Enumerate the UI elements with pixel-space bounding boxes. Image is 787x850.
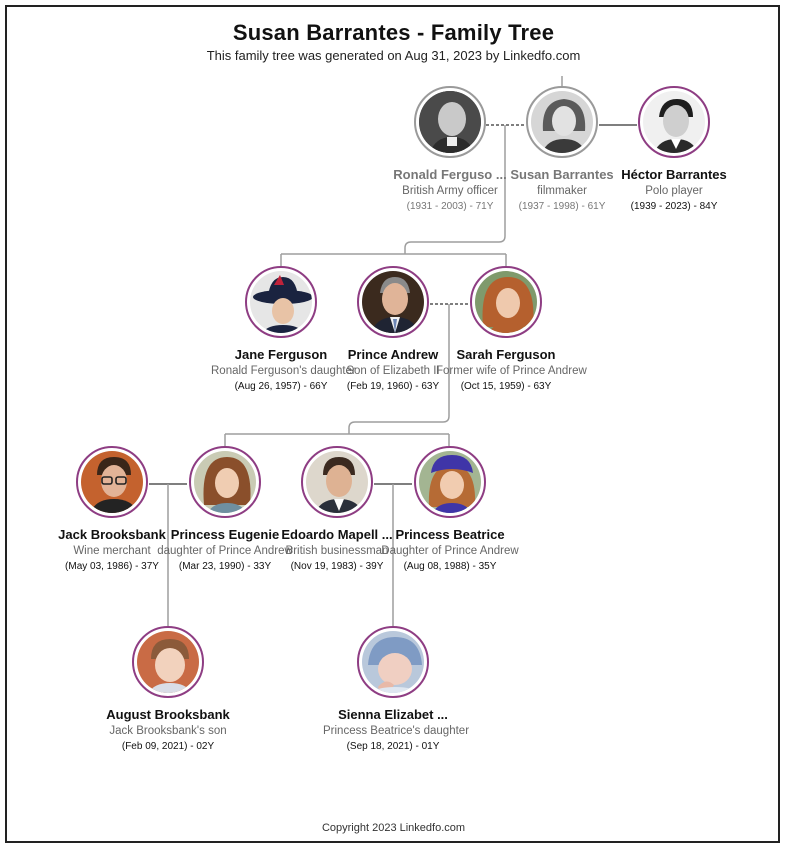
portrait-icon	[475, 271, 537, 333]
person-dates: (Feb 09, 2021) - 02Y	[121, 741, 215, 752]
person-role: Wine merchant	[73, 545, 151, 557]
person-role: British Army officer	[402, 185, 498, 197]
avatar	[414, 446, 486, 518]
person-role: Ronald Ferguson's daughter	[211, 365, 356, 377]
person-dates: (Sep 18, 2021) - 01Y	[346, 741, 440, 752]
person-name: Princess Beatrice	[395, 527, 505, 542]
person-name: Prince Andrew	[347, 347, 439, 362]
portrait-icon	[81, 451, 143, 513]
avatar	[414, 86, 486, 158]
avatar	[638, 86, 710, 158]
person-name: Princess Eugenie	[170, 527, 280, 542]
person-name: Héctor Barrantes	[621, 167, 727, 182]
person-hector-barrantes[interactable]	[604, 86, 744, 212]
person-role: Son of Elizabeth II	[346, 365, 440, 377]
person-name: Sienna Elizabet ...	[338, 707, 448, 722]
portrait-icon	[419, 451, 481, 513]
person-name: Susan Barrantes	[510, 167, 614, 182]
person-dates: (1939 - 2023) - 84Y	[630, 201, 718, 212]
avatar	[245, 266, 317, 338]
person-role: Princess Beatrice's daughter	[323, 725, 470, 737]
page-subtitle: This family tree was generated on Aug 31, 2023 by Linkedfo.com	[206, 48, 581, 63]
person-dates: (Feb 19, 1960) - 63Y	[346, 381, 440, 392]
avatar	[357, 266, 429, 338]
person-role: daughter of Prince Andrew	[157, 545, 293, 557]
avatar	[76, 446, 148, 518]
person-name: Ronald Ferguso ...	[393, 167, 507, 182]
person-role: Polo player	[645, 185, 703, 197]
portrait-icon	[643, 91, 705, 153]
person-role: Jack Brooksbank's son	[109, 725, 227, 737]
person-name: Jane Ferguson	[234, 347, 328, 362]
person-dates: (Aug 08, 1988) - 35Y	[403, 561, 497, 572]
person-sienna-elizabeth[interactable]	[323, 626, 470, 752]
person-dates: (Mar 23, 1990) - 33Y	[178, 561, 272, 572]
avatar	[357, 626, 429, 698]
portrait-icon	[419, 91, 481, 153]
copyright-footer: Copyright 2023 Linkedfo.com	[321, 822, 466, 834]
avatar	[526, 86, 598, 158]
portrait-icon	[362, 271, 424, 333]
portrait-icon	[250, 271, 312, 333]
page-title: Susan Barrantes - Family Tree	[232, 20, 555, 45]
person-princess-beatrice[interactable]	[380, 446, 520, 572]
avatar	[301, 446, 373, 518]
person-role: filmmaker	[537, 185, 587, 197]
avatar	[470, 266, 542, 338]
avatar	[189, 446, 261, 518]
person-role: Daughter of Prince Andrew	[381, 545, 519, 557]
person-name: Sarah Ferguson	[456, 347, 556, 362]
person-name: Jack Brooksbank	[58, 527, 166, 542]
portrait-icon	[531, 91, 593, 153]
person-role: Former wife of Prince Andrew	[436, 365, 587, 377]
person-sarah-ferguson[interactable]	[436, 266, 587, 392]
person-dates: (Aug 26, 1957) - 66Y	[234, 381, 328, 392]
person-role: British businessman	[285, 545, 389, 557]
person-dates: (Nov 19, 1983) - 39Y	[290, 561, 384, 572]
portrait-icon	[137, 631, 199, 693]
portrait-icon	[194, 451, 256, 513]
portrait-icon	[362, 631, 424, 693]
person-dates: (Oct 15, 1959) - 63Y	[460, 381, 552, 392]
person-august-brooksbank[interactable]	[98, 626, 238, 752]
person-name: August Brooksbank	[106, 707, 230, 722]
person-dates: (May 03, 1986) - 37Y	[65, 561, 159, 572]
avatar	[132, 626, 204, 698]
person-dates: (1931 - 2003) - 71Y	[406, 201, 494, 212]
person-name: Edoardo Mapell ...	[281, 527, 393, 542]
portrait-icon	[306, 451, 368, 513]
person-dates: (1937 - 1998) - 61Y	[518, 201, 606, 212]
